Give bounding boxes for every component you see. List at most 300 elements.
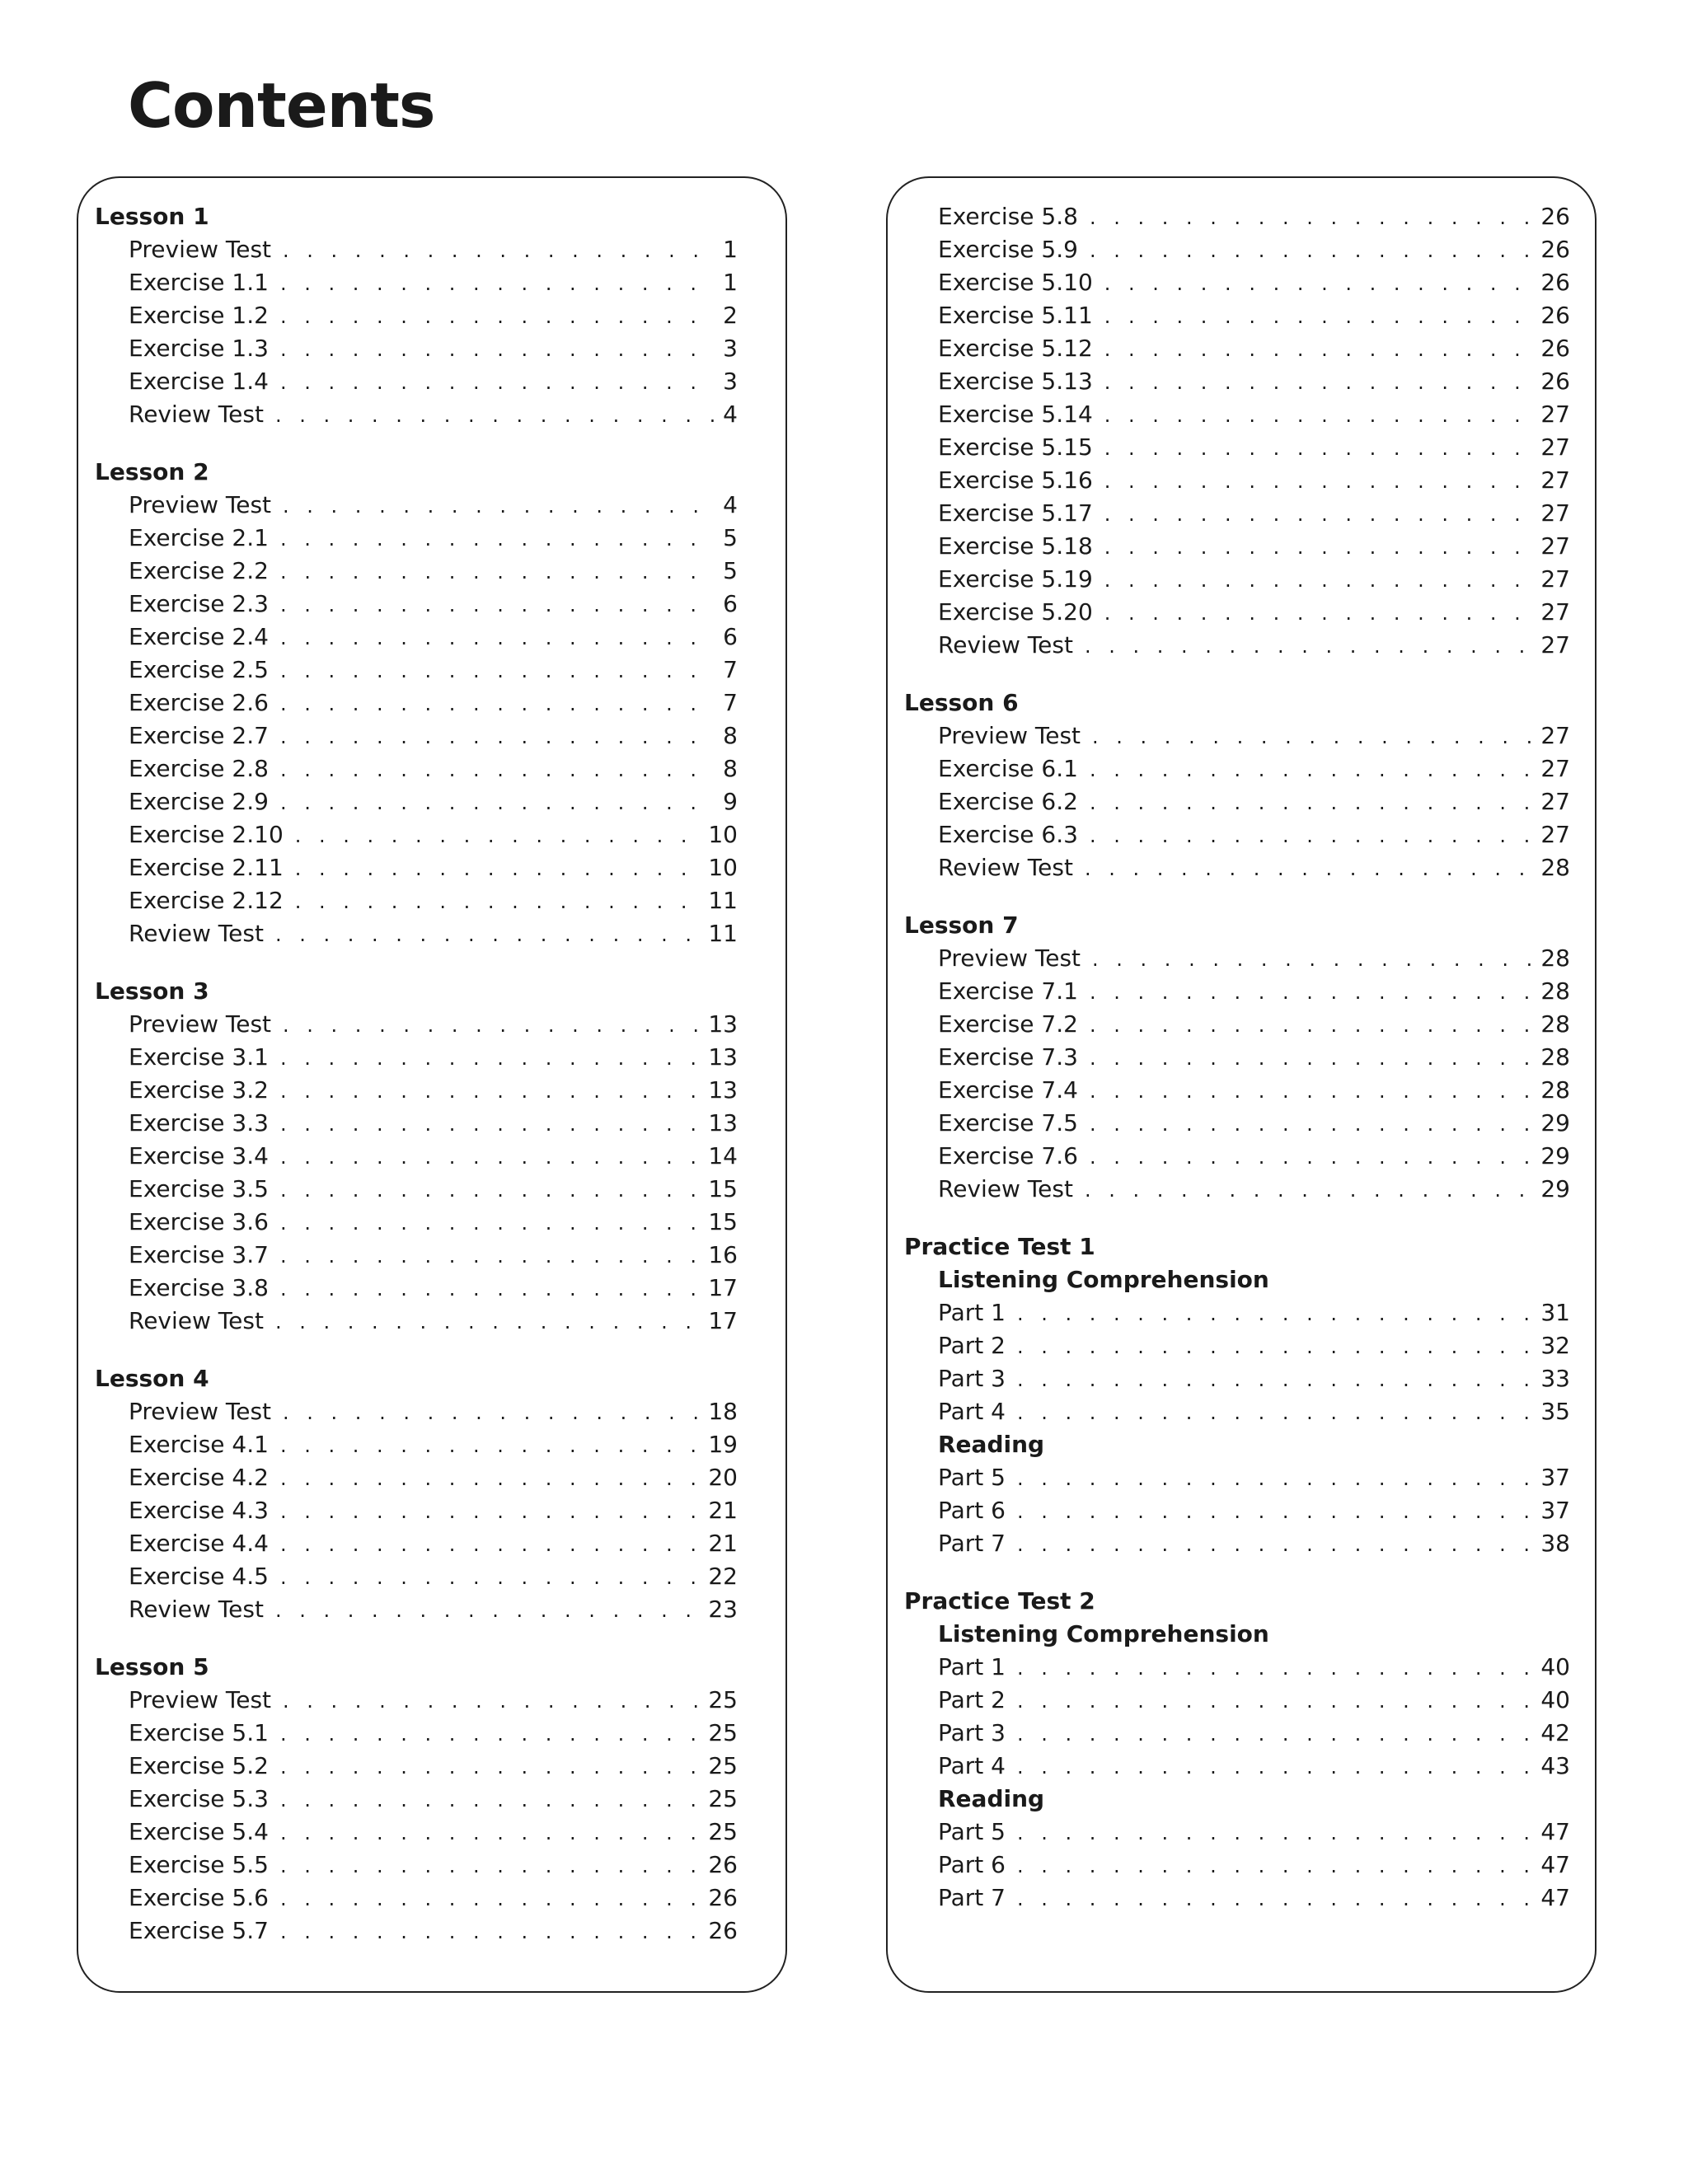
- page-number: 8: [723, 755, 738, 782]
- toc-entry[interactable]: [904, 365, 1570, 398]
- entry-label: Preview Test: [938, 944, 1081, 972]
- page-number: 5: [723, 524, 738, 551]
- dot-leader: [280, 1561, 701, 1594]
- dot-leader: [280, 523, 716, 555]
- dot-leader: [1104, 465, 1535, 498]
- toc-entry[interactable]: [95, 1684, 738, 1717]
- toc-entry[interactable]: [95, 818, 738, 851]
- toc-column-left: [77, 176, 787, 1993]
- toc-entry[interactable]: [904, 1494, 1570, 1527]
- toc-entry[interactable]: [904, 719, 1570, 752]
- page-number: 38: [1540, 1530, 1570, 1557]
- entry-label: Exercise 5.4: [129, 1818, 269, 1845]
- page-number: 26: [1540, 203, 1570, 230]
- page-number: 6: [723, 623, 738, 650]
- page-number: 43: [1540, 1752, 1570, 1779]
- toc-entry[interactable]: [904, 1362, 1570, 1395]
- page-number: 29: [1540, 1142, 1570, 1169]
- page-number: 27: [1540, 821, 1570, 848]
- entry-label: Review Test: [938, 854, 1073, 881]
- entry-label: Exercise 3.3: [129, 1109, 269, 1137]
- dot-leader: [1017, 1882, 1534, 1915]
- dot-leader: [1017, 1363, 1534, 1396]
- page-number: 27: [1540, 598, 1570, 626]
- toc-entry[interactable]: [904, 1882, 1570, 1915]
- dot-leader: [1104, 333, 1535, 366]
- dot-leader: [280, 753, 716, 786]
- entry-label: Exercise 4.4: [129, 1530, 269, 1557]
- toc-entry[interactable]: [904, 1074, 1570, 1107]
- dot-leader: [295, 852, 702, 885]
- entry-label: Part 6: [938, 1851, 1006, 1878]
- dot-leader: [1017, 1652, 1534, 1685]
- dot-leader: [1017, 1297, 1534, 1330]
- entry-label: Exercise 5.1: [129, 1719, 269, 1746]
- toc-entry[interactable]: [904, 1041, 1570, 1074]
- page-number: 27: [1540, 401, 1570, 428]
- toc-entry[interactable]: [95, 1206, 738, 1239]
- entry-label: Review Test: [129, 401, 264, 428]
- page-number: 17: [708, 1307, 738, 1334]
- entry-label: Exercise 6.2: [938, 788, 1078, 815]
- toc-entry[interactable]: [95, 489, 738, 522]
- page-number: 27: [1540, 466, 1570, 494]
- entry-label: Exercise 5.3: [129, 1785, 269, 1812]
- page-number: 26: [1540, 335, 1570, 362]
- page-number: 47: [1540, 1818, 1570, 1845]
- page-number: 17: [708, 1274, 738, 1301]
- entry-label: Exercise 4.3: [129, 1497, 269, 1524]
- page-number: 28: [1540, 977, 1570, 1005]
- dot-leader: [280, 333, 716, 366]
- entry-label: Part 3: [938, 1365, 1006, 1392]
- toc-entry[interactable]: [904, 266, 1570, 299]
- entry-label: Exercise 5.5: [129, 1851, 269, 1878]
- entry-label: Exercise 7.4: [938, 1076, 1078, 1104]
- toc-entry[interactable]: [904, 563, 1570, 596]
- dot-leader: [280, 1528, 701, 1561]
- dot-leader: [1017, 1330, 1534, 1363]
- toc-entry[interactable]: [95, 1816, 738, 1849]
- dot-leader: [275, 1305, 701, 1338]
- entry-label: Exercise 1.1: [129, 269, 269, 296]
- toc-entry[interactable]: [904, 785, 1570, 818]
- page-number: 13: [708, 1109, 738, 1137]
- toc-entry[interactable]: [904, 1140, 1570, 1173]
- toc-entry[interactable]: [95, 621, 738, 654]
- toc-entry[interactable]: [904, 1008, 1570, 1041]
- toc-entry[interactable]: [904, 1107, 1570, 1140]
- page-number: 14: [708, 1142, 738, 1169]
- toc-entry[interactable]: [95, 555, 738, 588]
- dot-leader: [1017, 1685, 1534, 1718]
- dot-leader: [1104, 531, 1535, 564]
- section-heading: Lesson 3: [95, 977, 209, 1005]
- dot-leader: [1017, 1718, 1534, 1750]
- dot-leader: [1090, 786, 1534, 819]
- section-heading: Lesson 7: [904, 912, 1019, 939]
- toc-entry[interactable]: [95, 1461, 738, 1494]
- page-number: 10: [708, 821, 738, 848]
- dot-leader: [1090, 753, 1534, 786]
- dot-leader: [1017, 1528, 1534, 1561]
- page-number: 21: [708, 1530, 738, 1557]
- dot-leader: [280, 300, 716, 333]
- page-number: 6: [723, 590, 738, 617]
- toc-entry[interactable]: [904, 1816, 1570, 1849]
- dot-leader: [1104, 300, 1535, 333]
- toc-entry[interactable]: [904, 530, 1570, 563]
- dot-leader: [280, 1429, 701, 1462]
- dot-leader: [1017, 1816, 1534, 1849]
- entry-label: Exercise 2.2: [129, 557, 269, 584]
- toc-entry[interactable]: [95, 1494, 738, 1527]
- dot-leader: [280, 1462, 701, 1495]
- toc-entry[interactable]: [95, 1272, 738, 1305]
- toc-section: [904, 1585, 1570, 1915]
- page-number: 27: [1540, 755, 1570, 782]
- toc-section: [95, 200, 738, 431]
- toc-entry[interactable]: [95, 785, 738, 818]
- page-number: 11: [708, 887, 738, 914]
- toc-entry[interactable]: [904, 1296, 1570, 1329]
- dot-leader: [1017, 1495, 1534, 1528]
- toc-entry[interactable]: [904, 233, 1570, 266]
- entry-label: Exercise 3.2: [129, 1076, 269, 1104]
- dot-leader: [283, 1009, 701, 1042]
- toc-entry[interactable]: [95, 1041, 738, 1074]
- toc-entry[interactable]: [95, 299, 738, 332]
- dot-leader: [1104, 267, 1535, 300]
- page-number: 28: [1540, 1010, 1570, 1038]
- entry-label: Exercise 3.6: [129, 1208, 269, 1235]
- entry-label: Exercise 5.18: [938, 532, 1093, 560]
- entry-label: Exercise 2.5: [129, 656, 269, 683]
- toc-entry[interactable]: [904, 1750, 1570, 1783]
- dot-leader: [283, 234, 716, 267]
- entry-label: Exercise 4.5: [129, 1563, 269, 1590]
- page-number: 25: [708, 1686, 738, 1713]
- toc-entry[interactable]: [95, 917, 738, 950]
- toc-entry[interactable]: [95, 654, 738, 687]
- entry-label: Exercise 2.1: [129, 524, 269, 551]
- entry-label: Preview Test: [129, 1686, 272, 1713]
- toc-entry[interactable]: [95, 1074, 738, 1107]
- entry-label: Exercise 1.3: [129, 335, 269, 362]
- toc-entry[interactable]: [95, 1560, 738, 1593]
- page-number: 18: [708, 1398, 738, 1425]
- dot-leader: [280, 1240, 701, 1272]
- page-number: 20: [708, 1464, 738, 1491]
- dot-leader: [1090, 819, 1534, 852]
- entry-label: Exercise 4.1: [129, 1431, 269, 1458]
- entry-label: Exercise 5.7: [129, 1917, 269, 1944]
- entry-label: Exercise 2.11: [129, 854, 284, 881]
- entry-label: Exercise 6.3: [938, 821, 1078, 848]
- dot-leader: [275, 1594, 701, 1627]
- entry-label: Exercise 5.19: [938, 565, 1093, 593]
- entry-label: Review Test: [129, 1307, 264, 1334]
- page-number: 27: [1540, 565, 1570, 593]
- toc-entry[interactable]: [95, 1783, 738, 1816]
- page-number: 3: [723, 368, 738, 395]
- page-number: 19: [708, 1431, 738, 1458]
- toc-entry[interactable]: [95, 1140, 738, 1173]
- entry-label: Exercise 3.8: [129, 1274, 269, 1301]
- toc-entry[interactable]: [95, 1915, 738, 1947]
- dot-leader: [280, 366, 716, 399]
- toc-entry[interactable]: [904, 851, 1570, 884]
- page-number: 2: [723, 302, 738, 329]
- page-number: 15: [708, 1208, 738, 1235]
- toc-entry[interactable]: [904, 1651, 1570, 1684]
- dot-leader: [280, 1207, 701, 1240]
- dot-leader: [283, 1685, 701, 1718]
- dot-leader: [1085, 852, 1534, 885]
- dot-leader: [280, 1718, 701, 1750]
- page-number: 27: [1540, 499, 1570, 527]
- entry-label: Exercise 5.16: [938, 466, 1093, 494]
- toc-entry[interactable]: [95, 398, 738, 431]
- toc-entry[interactable]: [95, 1008, 738, 1041]
- page-number: 27: [1540, 532, 1570, 560]
- page-number: 5: [723, 557, 738, 584]
- page-number: 47: [1540, 1884, 1570, 1911]
- toc-entry[interactable]: [904, 596, 1570, 629]
- dot-leader: [1090, 1141, 1534, 1174]
- toc-entry[interactable]: [95, 1305, 738, 1338]
- section-heading: Practice Test 2: [904, 1587, 1095, 1615]
- entry-label: Part 2: [938, 1686, 1006, 1713]
- page-number: 16: [708, 1241, 738, 1268]
- toc-entry[interactable]: [904, 629, 1570, 662]
- page-number: 27: [1540, 631, 1570, 658]
- entry-label: Part 1: [938, 1299, 1006, 1326]
- toc-entry[interactable]: [95, 522, 738, 555]
- dot-leader: [1090, 1108, 1534, 1141]
- toc-entry[interactable]: [95, 1428, 738, 1461]
- toc-entry[interactable]: [904, 299, 1570, 332]
- page-number: 26: [708, 1851, 738, 1878]
- dot-leader: [280, 1882, 701, 1915]
- page-number: 10: [708, 854, 738, 881]
- toc-entry[interactable]: [904, 1329, 1570, 1362]
- toc-entry[interactable]: [904, 431, 1570, 464]
- entry-label: Exercise 2.4: [129, 623, 269, 650]
- toc-section: [95, 975, 738, 1338]
- page-number: 7: [723, 656, 738, 683]
- entry-label: Exercise 7.3: [938, 1043, 1078, 1071]
- page-number: 7: [723, 689, 738, 716]
- entry-label: Exercise 5.10: [938, 269, 1093, 296]
- toc-entry[interactable]: [95, 1750, 738, 1783]
- dot-leader: [280, 1849, 701, 1882]
- page-number: 23: [708, 1596, 738, 1623]
- toc-entry[interactable]: [95, 1239, 738, 1272]
- toc-entry[interactable]: [904, 975, 1570, 1008]
- dot-leader: [1090, 1075, 1534, 1108]
- page-number: 8: [723, 722, 738, 749]
- entry-label: Preview Test: [129, 236, 272, 263]
- dot-leader: [280, 1272, 701, 1305]
- dot-leader: [280, 1750, 701, 1783]
- entry-label: Part 4: [938, 1752, 1006, 1779]
- toc-section: [904, 1230, 1570, 1560]
- toc-entry[interactable]: [95, 1717, 738, 1750]
- toc-entry[interactable]: [904, 398, 1570, 431]
- toc-entry[interactable]: [95, 588, 738, 621]
- page-number: 21: [708, 1497, 738, 1524]
- toc-entry[interactable]: [95, 365, 738, 398]
- dot-leader: [1085, 630, 1534, 663]
- dot-leader: [1090, 976, 1534, 1009]
- page-number: 26: [1540, 302, 1570, 329]
- entry-label: Review Test: [129, 920, 264, 947]
- entry-label: Exercise 2.6: [129, 689, 269, 716]
- page-number: 26: [1540, 368, 1570, 395]
- dot-leader: [280, 1108, 701, 1141]
- page-number: 32: [1540, 1332, 1570, 1359]
- toc-entry[interactable]: [904, 1395, 1570, 1428]
- dot-leader: [280, 1915, 701, 1948]
- page-number: 25: [708, 1818, 738, 1845]
- entry-label: Exercise 2.10: [129, 821, 284, 848]
- page-number: 3: [723, 335, 738, 362]
- page-number: 47: [1540, 1851, 1570, 1878]
- toc-section: [95, 456, 738, 950]
- toc-entry[interactable]: [904, 497, 1570, 530]
- entry-label: Exercise 3.7: [129, 1241, 269, 1268]
- entry-label: Exercise 1.2: [129, 302, 269, 329]
- section-heading: Practice Test 1: [904, 1233, 1095, 1260]
- toc-entry[interactable]: [904, 752, 1570, 785]
- toc-entry[interactable]: [904, 1849, 1570, 1882]
- page-number: 35: [1540, 1398, 1570, 1425]
- dot-leader: [1104, 498, 1535, 531]
- section-heading: Lesson 6: [904, 689, 1019, 716]
- page-number: 26: [1540, 269, 1570, 296]
- toc-entry[interactable]: [95, 884, 738, 917]
- page-number: 27: [1540, 434, 1570, 461]
- toc-entry[interactable]: [904, 1717, 1570, 1750]
- toc-entry[interactable]: [95, 851, 738, 884]
- page-number: 42: [1540, 1719, 1570, 1746]
- toc-entry[interactable]: [904, 200, 1570, 233]
- entry-label: Exercise 5.12: [938, 335, 1093, 362]
- toc-entry[interactable]: [904, 332, 1570, 365]
- entry-label: Exercise 5.9: [938, 236, 1078, 263]
- dot-leader: [295, 885, 702, 918]
- page-number: 25: [708, 1752, 738, 1779]
- dot-leader: [1104, 366, 1535, 399]
- entry-label: Exercise 7.6: [938, 1142, 1078, 1169]
- page-number: 29: [1540, 1109, 1570, 1137]
- toc-entry[interactable]: [904, 1173, 1570, 1206]
- section-heading: Lesson 5: [95, 1653, 209, 1680]
- toc-entry[interactable]: [95, 1395, 738, 1428]
- entry-label: Exercise 7.5: [938, 1109, 1078, 1137]
- dot-leader: [1017, 1462, 1534, 1495]
- dot-leader: [280, 555, 716, 588]
- toc-entry[interactable]: [95, 687, 738, 719]
- entry-label: Part 5: [938, 1818, 1006, 1845]
- toc-entry[interactable]: [95, 1593, 738, 1626]
- toc-entry[interactable]: [95, 1882, 738, 1915]
- page-number: 28: [1540, 854, 1570, 881]
- dot-leader: [280, 654, 716, 687]
- toc-entry[interactable]: [95, 233, 738, 266]
- entry-label: Exercise 5.14: [938, 401, 1093, 428]
- entry-label: Part 1: [938, 1653, 1006, 1680]
- toc-entry[interactable]: [95, 1173, 738, 1206]
- dot-leader: [1090, 1009, 1534, 1042]
- entry-label: Preview Test: [938, 722, 1081, 749]
- entry-label: Exercise 5.2: [129, 1752, 269, 1779]
- page-number: 1: [723, 269, 738, 296]
- dot-leader: [295, 819, 702, 852]
- toc-entry[interactable]: [904, 1461, 1570, 1494]
- section-heading: Lesson 1: [95, 203, 209, 230]
- entry-label: Exercise 3.1: [129, 1043, 269, 1071]
- page-number: 9: [723, 788, 738, 815]
- toc-entry[interactable]: [904, 942, 1570, 975]
- dot-leader: [283, 1396, 701, 1429]
- dot-leader: [280, 1783, 701, 1816]
- toc-entry[interactable]: [95, 1849, 738, 1882]
- entry-label: Part 7: [938, 1530, 1006, 1557]
- dot-leader: [280, 588, 716, 621]
- entry-label: Preview Test: [129, 1398, 272, 1425]
- dot-leader: [1090, 234, 1534, 267]
- page-number: 37: [1540, 1464, 1570, 1491]
- dot-leader: [1092, 720, 1534, 753]
- toc-entry[interactable]: [95, 266, 738, 299]
- dot-leader: [280, 1075, 701, 1108]
- toc-entry[interactable]: [95, 332, 738, 365]
- toc-entry[interactable]: [904, 1527, 1570, 1560]
- toc-section: [904, 200, 1570, 662]
- page-number: 22: [708, 1563, 738, 1590]
- page-number: 27: [1540, 722, 1570, 749]
- toc-entry[interactable]: [95, 752, 738, 785]
- toc-entry[interactable]: [904, 1684, 1570, 1717]
- dot-leader: [280, 621, 716, 654]
- toc-entry[interactable]: [95, 1527, 738, 1560]
- entry-label: Exercise 5.6: [129, 1884, 269, 1911]
- toc-entry[interactable]: [904, 818, 1570, 851]
- dot-leader: [1104, 597, 1535, 630]
- page-number: 26: [708, 1917, 738, 1944]
- page-number: 31: [1540, 1299, 1570, 1326]
- dot-leader: [1017, 1849, 1534, 1882]
- toc-column-right: [886, 176, 1597, 1993]
- toc-entry[interactable]: [95, 719, 738, 752]
- dot-leader: [280, 1495, 701, 1528]
- entry-label: Exercise 1.4: [129, 368, 269, 395]
- toc-entry[interactable]: [95, 1107, 738, 1140]
- entry-label: Exercise 5.15: [938, 434, 1093, 461]
- entry-label: Part 6: [938, 1497, 1006, 1524]
- dot-leader: [1017, 1750, 1534, 1783]
- entry-label: Exercise 7.1: [938, 977, 1078, 1005]
- entry-label: Exercise 2.8: [129, 755, 269, 782]
- dot-leader: [280, 687, 716, 720]
- page-number: 28: [1540, 1076, 1570, 1104]
- section-heading: Lesson 2: [95, 458, 209, 485]
- dot-leader: [280, 1174, 701, 1207]
- dot-leader: [1090, 201, 1534, 234]
- toc-entry[interactable]: [904, 464, 1570, 497]
